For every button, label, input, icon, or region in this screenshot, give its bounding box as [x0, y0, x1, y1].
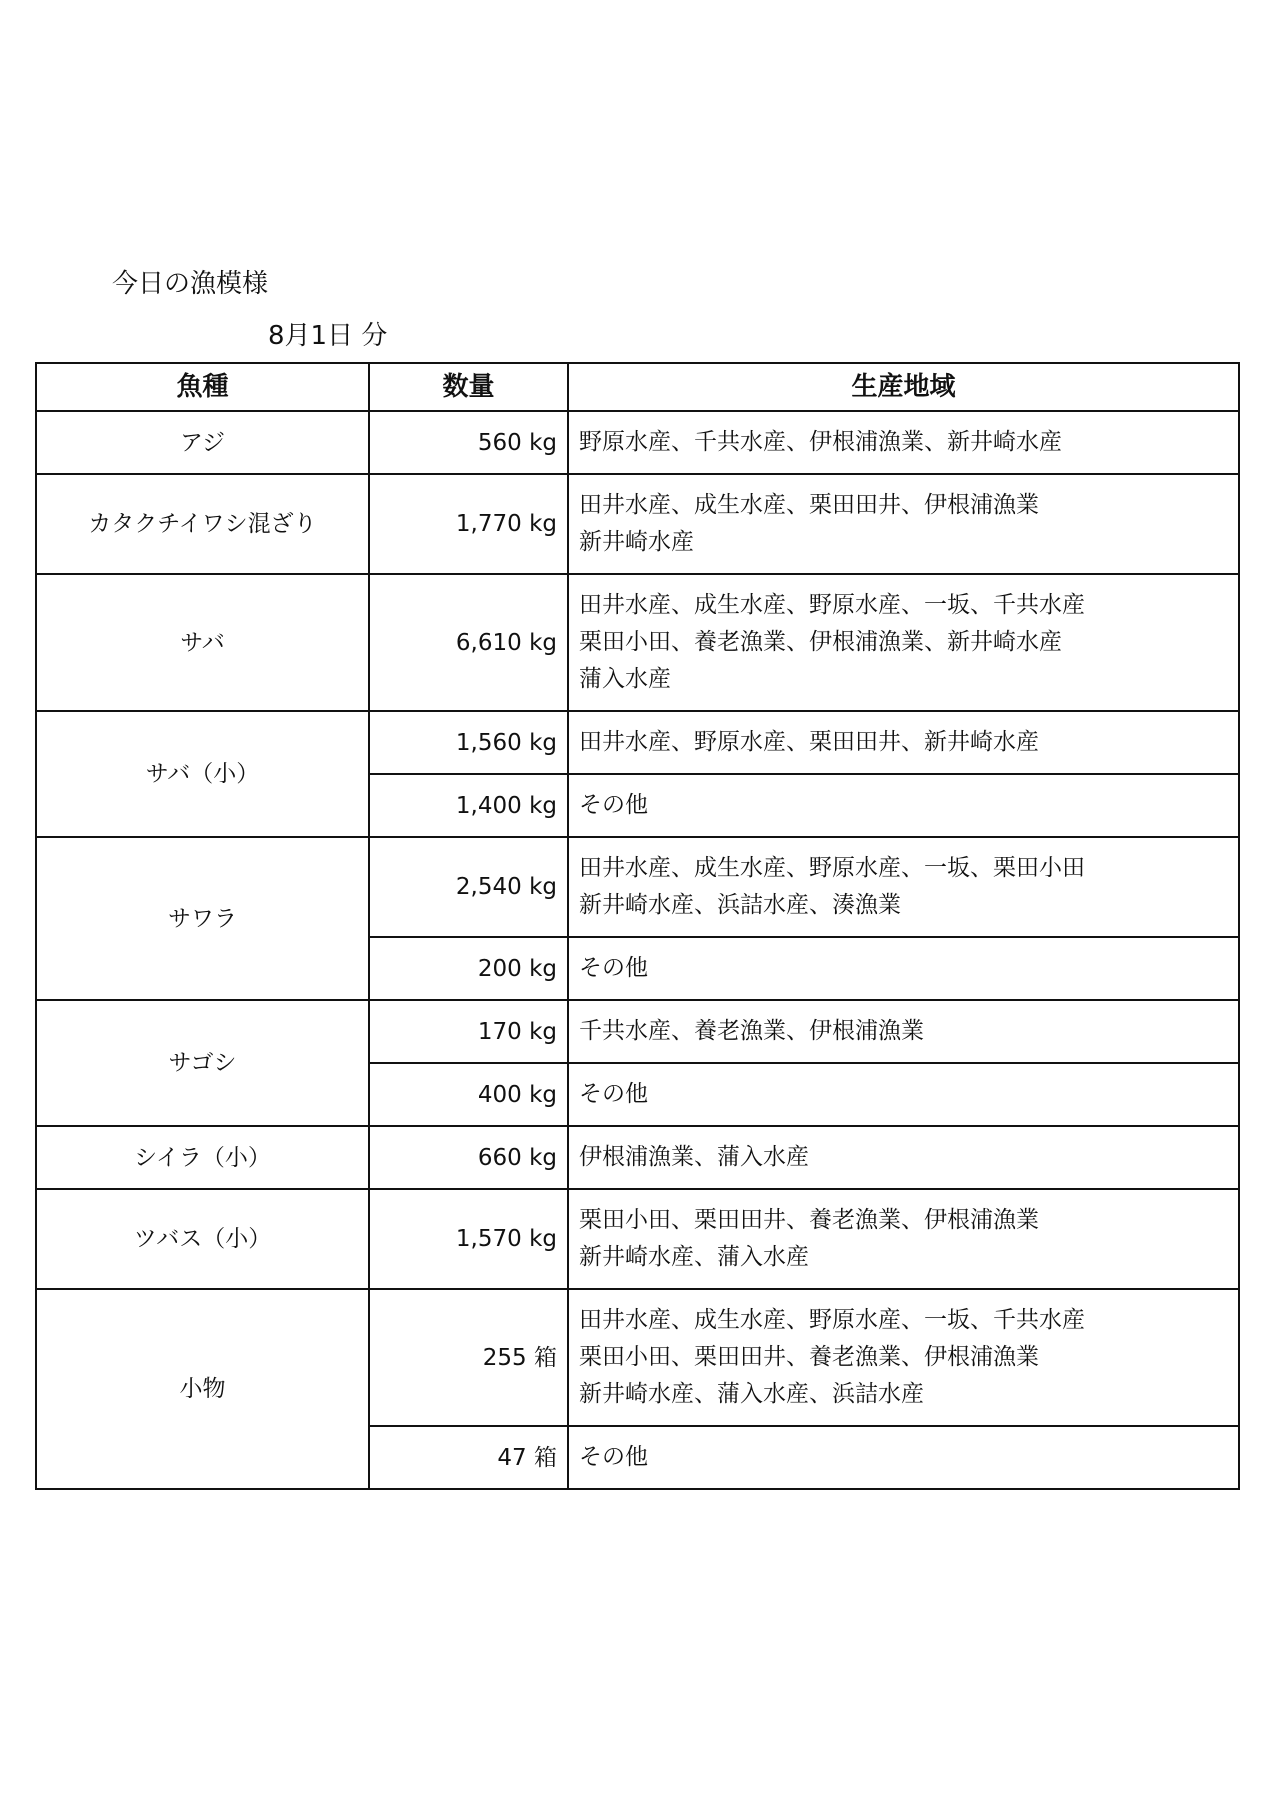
- column-header-quantity: 数量: [369, 363, 568, 411]
- region-cell: [568, 1063, 1239, 1126]
- fish-name-cell: 小物: [36, 1289, 369, 1489]
- fish-name-cell: シイラ（小）: [36, 1126, 369, 1189]
- region-cell: [568, 1426, 1239, 1489]
- quantity-cell: 660 kg: [369, 1126, 568, 1189]
- region-line: 栗田小田、栗田田井、養老漁業、伊根浦漁業: [579, 1207, 1039, 1233]
- quantity-cell: 1,770 kg: [369, 474, 568, 574]
- region-cell: [568, 411, 1239, 474]
- quantity-cell: 1,400 kg: [369, 774, 568, 837]
- region-line: 田井水産、成生水産、野原水産、一坂、千共水産: [579, 1307, 1085, 1333]
- table-row: [36, 837, 1239, 937]
- header-row: [36, 363, 1239, 411]
- quantity-cell: 200 kg: [369, 937, 568, 1000]
- fish-name-cell: サバ（小）: [36, 711, 369, 837]
- region-line: 田井水産、成生水産、野原水産、一坂、千共水産: [579, 592, 1085, 618]
- region-line: その他: [579, 1444, 648, 1470]
- region-line: 新井崎水産、浜詰水産、湊漁業: [579, 892, 901, 918]
- table-row: [36, 411, 1239, 474]
- table-row: [36, 1126, 1239, 1189]
- fish-name-cell: サワラ: [36, 837, 369, 1000]
- region-cell: [568, 1289, 1239, 1426]
- fish-name-cell: サゴシ: [36, 1000, 369, 1126]
- quantity-cell: 2,540 kg: [369, 837, 568, 937]
- page-title: 今日の漁模様: [112, 269, 269, 299]
- table-row: [36, 1000, 1239, 1063]
- table-body: [36, 411, 1239, 1489]
- table-row: [36, 711, 1239, 774]
- quantity-cell: 1,570 kg: [369, 1189, 568, 1289]
- region-line: その他: [579, 792, 648, 818]
- region-cell: [568, 1000, 1239, 1063]
- region-line: 蒲入水産: [579, 666, 671, 692]
- region-line: 田井水産、成生水産、栗田田井、伊根浦漁業: [579, 492, 1039, 518]
- quantity-cell: 560 kg: [369, 411, 568, 474]
- region-cell: [568, 1189, 1239, 1289]
- quantity-cell: 6,610 kg: [369, 574, 568, 711]
- table-row: [36, 1289, 1239, 1426]
- quantity-cell: 47 箱: [369, 1426, 568, 1489]
- region-cell: [568, 574, 1239, 711]
- quantity-cell: 255 箱: [369, 1289, 568, 1426]
- column-header-region: 生産地域: [568, 363, 1239, 411]
- quantity-cell: 170 kg: [369, 1000, 568, 1063]
- region-line: その他: [579, 1081, 648, 1107]
- column-header-fish: 魚種: [36, 363, 369, 411]
- region-line: 野原水産、千共水産、伊根浦漁業、新井崎水産: [579, 429, 1062, 455]
- fish-name-cell: カタクチイワシ混ざり: [36, 474, 369, 574]
- quantity-cell: 400 kg: [369, 1063, 568, 1126]
- region-line: 栗田小田、栗田田井、養老漁業、伊根浦漁業: [579, 1344, 1039, 1370]
- region-cell: [568, 711, 1239, 774]
- fish-name-cell: アジ: [36, 411, 369, 474]
- region-line: 田井水産、成生水産、野原水産、一坂、栗田小田: [579, 855, 1085, 881]
- fish-name-cell: サバ: [36, 574, 369, 711]
- region-line: 新井崎水産: [579, 529, 694, 555]
- region-line: その他: [579, 955, 648, 981]
- region-cell: [568, 937, 1239, 1000]
- region-cell: [568, 474, 1239, 574]
- region-line: 栗田小田、養老漁業、伊根浦漁業、新井崎水産: [579, 629, 1062, 655]
- region-line: 伊根浦漁業、蒲入水産: [579, 1144, 809, 1170]
- region-line: 田井水産、野原水産、栗田田井、新井崎水産: [579, 729, 1039, 755]
- region-line: 新井崎水産、蒲入水産: [579, 1244, 809, 1270]
- region-cell: [568, 1126, 1239, 1189]
- catch-table: [35, 362, 1240, 1490]
- quantity-cell: 1,560 kg: [369, 711, 568, 774]
- report-date: 8月1日 分: [268, 321, 388, 351]
- table-row: [36, 474, 1239, 574]
- table-row: [36, 1189, 1239, 1289]
- region-line: 新井崎水産、蒲入水産、浜詰水産: [579, 1381, 924, 1407]
- table-row: [36, 574, 1239, 711]
- region-cell: [568, 774, 1239, 837]
- region-line: 千共水産、養老漁業、伊根浦漁業: [579, 1018, 924, 1044]
- region-cell: [568, 837, 1239, 937]
- fish-name-cell: ツバス（小）: [36, 1189, 369, 1289]
